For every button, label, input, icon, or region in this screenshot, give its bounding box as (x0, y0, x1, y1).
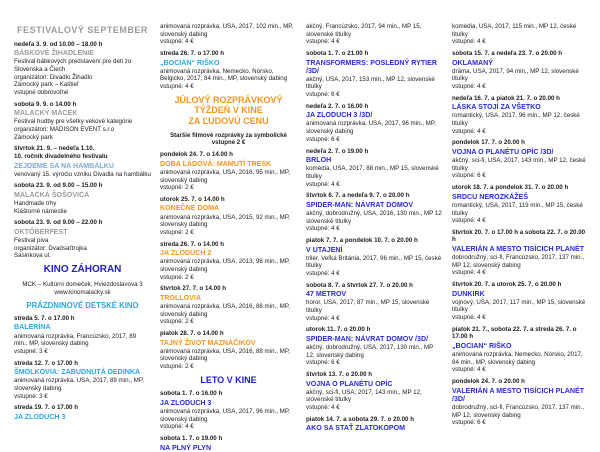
event-title: NA PLNÝ PLYN (160, 443, 212, 452)
section-header-line: TÝŽDEŇ V KINE (194, 105, 263, 116)
section-header-line: LETO V KINE (200, 374, 257, 385)
event-price: vstupné: 3 € (14, 392, 48, 400)
event-date: utorok 18. 7. a pondelok 31. 7. o 20.00 h (452, 184, 569, 192)
event-title: ŠMOLKOVIA: ZABUDNUTÁ DEDINKA (14, 368, 141, 377)
event-description: Festival bábkových predstavení pre deti zo Slovenska a Čiech (14, 58, 132, 73)
section-header (160, 95, 297, 127)
event-description: organizátori: Divadlo Žihadlo (14, 73, 93, 81)
program-columns (14, 23, 594, 452)
event-description: animovaná rozprávka, USA, 2017, 89 min., MP, slovenský dabing (14, 377, 144, 392)
event-price: vstupné: 4 € (306, 314, 340, 322)
event-date: pondelok 17. 7. o 20.00 h (452, 139, 525, 147)
event-title: BRLOH (306, 156, 332, 165)
event-description: Zámocký park (14, 133, 53, 141)
event-price: vstupné: 2 € (160, 363, 194, 371)
event-title: MALACKÁ ŠOŠOVICA (14, 190, 90, 199)
event-entry (14, 41, 151, 97)
event-date: štvrtok 20. 7. a utorok 25. 7. o 20.00 h (452, 281, 562, 289)
event-price: vstupné: 4 € (452, 127, 486, 135)
section-header (14, 264, 151, 276)
event-description: dráma, USA, 2017, 94 min., MP 12, slovenské titulky (452, 67, 579, 83)
event-title: KONEČNE DOMA (160, 204, 220, 213)
event-description: organizátori: MADISON EVENT s.r.o (14, 126, 115, 134)
event-date: piatok 14. 7. a sobota 29. 7. o 20.00 h (306, 415, 414, 423)
event-date: štvrtok 27. 7. o 14.00 h (160, 285, 227, 293)
event-price: vstupné: 6 € (306, 359, 340, 367)
event-price: vstupné: 3 € (14, 347, 48, 355)
event-title: DUNKIRK (452, 289, 485, 298)
event-description: organizátor: Dvadsaťtrojka (14, 244, 87, 252)
event-date: streda 5. 7. o 17.00 h (14, 314, 75, 322)
event-entry (452, 139, 589, 180)
section-header-line: PRÁZDNINOVÉ DETSKÉ KINO (26, 300, 139, 310)
event-date: piatok 21. 7., sobota 22. 7. a streda 26. 7. o 17.00 h (452, 325, 577, 341)
event-entry (14, 145, 151, 178)
event-price: vstupné: 6 € (452, 419, 486, 427)
event-description: animovaná rozprávka, USA, 2015, 92 min., MP, slovenský dabing (160, 213, 290, 229)
event-date: piatok 7. 7. a pondelok 10. 7. o 20.00 h (306, 236, 418, 244)
event-entry (306, 192, 443, 233)
continuation-block (452, 23, 589, 46)
event-entry (14, 182, 151, 215)
event-description: Handmade trhy (14, 199, 57, 207)
pricing-note-line: Staršie filmové rozprávky za symbolické (170, 131, 287, 139)
event-entry (160, 390, 297, 431)
event-title: JA ZLODUCH 3 /3D/ (306, 111, 373, 120)
event-description: romantický, USA, 2017, 96 min., MP 12, české titulky (452, 112, 580, 128)
event-entry (452, 184, 589, 225)
section-header-line: ZA ĽUDOVÚ CENU (188, 115, 269, 126)
event-price: vstupné: 4 € (306, 38, 340, 46)
pricing-note-line: vstupné 2 € (211, 139, 246, 147)
event-title: OKTÓBERFEST (14, 227, 68, 236)
event-description: animovaná rozprávka, Francúzsko, 2017, 89 min., MP, slovenský dabing (14, 332, 137, 348)
event-entry (452, 229, 589, 277)
event-entry (306, 50, 443, 99)
event-description: animovaná rozprávka, Nemecko, Nórsko, Belgicko, 2017, 84 min., MP, slovenský dabing (160, 67, 288, 83)
event-entry (14, 360, 151, 401)
event-date: streda 26. 7. o 14.00 h (160, 240, 224, 248)
event-title: JA ZLODUCH 2 (160, 249, 212, 258)
event-title: AKO SA STAŤ ZLATOKOPOM (306, 424, 406, 433)
event-price: vstupné: 2 € (160, 228, 194, 236)
event-date: štvrtok 21. 9. – nedeľa 1.10. (14, 145, 95, 153)
event-entry (452, 378, 589, 427)
event-description: animovaná rozprávka, Nemecko, Nórsko, 2017, 84 min., MP, slovenský dabing (452, 351, 583, 366)
event-description: Zámocký park – Kaštieľ (14, 81, 79, 89)
event-price: vstupné: 4 € (306, 269, 340, 277)
section-header-line: KINO ZÁHORAN (43, 264, 122, 275)
event-title: BALERÍNA (14, 323, 51, 332)
event-description: akčný, USA, 2017, 153 min., MP 12, slovenské titulky (306, 75, 435, 91)
event-description: akčný, dobrodružný, USA, 2017, 130 min., MP 12, slovenský dabing (306, 344, 434, 359)
event-description: triler, Veľká Británia, 2017, 96 min., MP 15, české titulky (306, 254, 442, 270)
event-title: „BOCIAN“ RIŠKO (452, 341, 512, 350)
event-entry (306, 282, 443, 323)
event-price: vstupné: 4 € (306, 180, 340, 188)
event-entry (14, 315, 151, 356)
event-price: vstupné: 2 € (160, 184, 194, 192)
event-description: animovaná rozprávka, USA, 2016, 88 min., MP, slovenský dabing (160, 347, 290, 363)
event-price: vstupné dobrovoľné (14, 89, 69, 96)
event-description: animovaná rozprávka, USA, 2017, 96 min., MP, slovenský dabing (306, 120, 436, 136)
cinema-address-line: MCK – Kultúrni domeček, Hviezdoslavova 3 (22, 280, 143, 288)
event-price: vstupné: 4 € (306, 404, 340, 412)
event-description: animovaná rozprávka, USA, 2016, 88 min., MP, slovenský dabing (160, 302, 290, 318)
event-title: TROLLOVIA (160, 293, 201, 302)
event-entry (306, 371, 443, 412)
event-date: streda 12. 7. o 17.00 h (14, 359, 78, 367)
event-description: animovaná rozprávka, USA, 2013, 98 min., MP, slovenský dabing (160, 258, 290, 273)
event-description: akčný, sci-fi, USA, 2017, 143 min., MP 12, české titulky (452, 157, 586, 172)
event-entry (160, 435, 297, 452)
event-description: vojnový, USA, 2017, 117 min., MP 15, slovenské titulky (452, 298, 586, 314)
event-price: vstupné: 4 € (306, 225, 340, 233)
event-date: nedeľa 2. 7. o 16.00 h (306, 102, 369, 110)
event-description: venovaný 15. výročiu vzniku Divadla na hambálku (14, 170, 151, 178)
event-date: utorok 11. 7. o 20.00 h (306, 326, 371, 334)
event-date: sobota 1. 7. o 16.00 h (160, 390, 223, 398)
event-entry (306, 416, 443, 433)
program-column-2 (160, 23, 297, 452)
event-entry (306, 103, 443, 144)
event-date: piatok 28. 7. o 14.00 h (160, 330, 224, 337)
event-date: štvrtok 6. 7. a nedeľa 9. 7. o 20.00 h (306, 192, 410, 200)
event-description: komédia, USA, 2017, 115 min., MP 12, české titulky (452, 23, 577, 38)
event-entry (160, 241, 297, 282)
event-title: JA ZLODUCH 3 (160, 398, 212, 407)
event-date: pondelok 24. 7. o 14.00 h (160, 151, 233, 159)
event-title: VALERIÁN A MESTO TISÍCICH PLANÉT (452, 245, 585, 253)
event-title: TRANSFORMERS: POSLEDNÝ RYTIER /3D/ (306, 58, 437, 75)
event-entry (160, 330, 297, 371)
event-title: 47 METROV (306, 290, 347, 299)
section-header (160, 375, 297, 386)
event-entry (452, 50, 589, 91)
continuation-block (160, 23, 297, 46)
event-price: vstupné: 2 € (160, 273, 194, 281)
event-price: vstupné: 4 € (452, 38, 486, 46)
event-title: SPIDER-MAN: NÁVRAT DOMOV (306, 200, 414, 209)
event-title: BÁBKOVÉ ŽIHADLENIE (14, 49, 95, 58)
event-description: akčný, Francúzsko, 2017, 94 min., MP 15, slovenské titulky (306, 23, 422, 38)
event-description: komédia, USA, 2017, 88 min., MP 15, slovenské titulky (306, 165, 439, 180)
event-price: vstupné: 6 € (306, 91, 340, 99)
event-entry (452, 95, 589, 136)
pricing-note-block (160, 132, 297, 148)
event-price: vstupné: 2 € (160, 318, 194, 326)
section-header (14, 25, 151, 36)
event-date: pondelok 24. 7. o 20.00 h (452, 378, 525, 386)
event-price: vstupné: 4 € (452, 366, 486, 374)
event-title: MALACKÝ MACEK (14, 109, 78, 118)
event-title: ZEJDEME SA NA HAMBÁLKU (14, 161, 114, 170)
event-date: nedeľa 3. 9. od 10.00 – 18.00 h (14, 40, 103, 48)
event-title: SPIDER-MAN: NÁVRAT DOMOV /3D/ (306, 334, 429, 343)
event-date: streda 19. 7. o 17.00 h (14, 404, 78, 412)
event-description: Sasinkova ul. (14, 252, 51, 260)
event-description: akčný, sci-fi, USA, 2017, 143 min., MP 12, slovenské titulky (306, 388, 422, 404)
event-price: vstupné: 4 € (452, 314, 486, 322)
section-header-line: FESTIVALOVÝ SEPTEMBER (17, 25, 148, 35)
event-description: dobrodružný, sci-fi, Francúzsko, 2017, 137 min., MP 12, slovenský dabing (452, 254, 585, 269)
event-title: VALERIÁN A MESTO TISÍCICH PLANÉT /3D/ (452, 386, 585, 403)
event-price: vstupné: 6 € (306, 135, 340, 143)
event-entry (306, 148, 443, 189)
event-entry (160, 196, 297, 237)
event-entry (160, 285, 297, 326)
event-price: vstupné: 4 € (452, 217, 486, 225)
event-description: animovaná rozprávka, USA, 2017, 102 min., MP, slovenský dabing (160, 23, 294, 38)
event-title: TAJNÝ ŽIVOT MAZNÁČIKOV (160, 338, 256, 347)
event-date: sobota 15. 7. a nedeľa 23. 7. o 20.00 h (452, 50, 563, 58)
program-column-4 (452, 23, 589, 427)
event-date: sobota 1. 7. o 21.00 h (306, 50, 369, 58)
section-header-line: JÚLOVÝ ROZPRÁVKOVÝ (174, 94, 283, 105)
event-entry (14, 219, 151, 260)
event-price: vstupné: 4 € (160, 38, 194, 46)
event-date: sobota 23. 9. od 9.00 – 15.00 h (14, 182, 103, 190)
continuation-block (306, 23, 443, 46)
event-date: sobota 9. 9. o 14.00 h (14, 100, 77, 108)
program-column-1 (14, 23, 151, 420)
event-description: akčný, dobrodružný, USA, 2016, 130 min., MP 12 slovenské titulky (306, 209, 442, 225)
event-title: „BOCIAN“ RIŠKO (160, 58, 220, 67)
event-date: streda 26. 7. o 17.00 h (160, 50, 224, 58)
event-title: VOJNA O PLANÉTU OPÍC (306, 379, 393, 388)
event-title: SRDCU NEROZKÁŽEŠ (452, 192, 529, 201)
event-description: romantický, USA, 2017, 119 min., MP 15, české titulky (452, 201, 583, 217)
event-title: LÁSKA STOJÍ ZA VŠETKO (452, 103, 541, 112)
event-description: animovaná rozprávka, USA, 2016, 95 min., MP, slovenský dabing (160, 168, 290, 184)
event-date: sobota 1. 7. o 19.00 h (160, 435, 223, 443)
event-price: vstupné: 4 € (160, 83, 194, 91)
event-pre-title: 10. ročník divadelného festivalu (14, 152, 108, 160)
event-entry (452, 326, 589, 374)
event-title: OKLAMANÝ (452, 58, 493, 67)
event-description: Festival piva (14, 236, 49, 244)
event-date: sobota 8. 7. a štvrtok 27. 7. o 20.00 h (306, 281, 413, 289)
event-date: nedeľa 2. 7. o 19.00 h (306, 147, 369, 155)
event-title: JA ZLODUCH 3 (14, 412, 66, 421)
event-date: nedeľa 16. 7. a piatok 21. 7. o 20.00 h (452, 94, 560, 102)
event-date: sobota 23. 9. od 9.00 – 22.00 h (14, 219, 103, 227)
event-date: utorok 25. 7. o 14.00 h (160, 195, 225, 203)
event-description: Kláštorné námestie (14, 207, 67, 215)
event-description: Festival hudby pre všetky vekové kategórie (14, 118, 133, 126)
event-date: štvrtok 20. 7. o 17.00 h a sobota 22. 7. o 20.00 h (452, 228, 586, 244)
cinema-website: www.kinomalacky.sk (54, 288, 111, 296)
event-entry (14, 404, 151, 421)
event-entry (160, 50, 297, 91)
event-price: vstupné: 6 € (452, 172, 486, 180)
event-entry (14, 101, 151, 142)
event-entry (306, 326, 443, 367)
event-price: vstupné: 4 € (160, 423, 194, 431)
event-date: štvrtok 13. 7. o 20.00 h (306, 371, 373, 379)
event-description: dobrodružný, sci-fi, Francúzsko, 2017, 137 min., MP 12, slovenský dabing (452, 403, 585, 419)
cinema-address-block (14, 281, 151, 297)
event-title: VOJNA O PLANÉTU OPÍC /3D/ (452, 148, 554, 157)
event-price: vstupné: 4 € (452, 83, 486, 91)
section-header (14, 301, 151, 310)
event-entry (160, 151, 297, 192)
event-price: vstupné: 4 € (452, 269, 486, 277)
event-entry (452, 281, 589, 322)
event-description: animovaná rozprávka, USA, 2017, 96 min., MP, slovenský dabing (160, 407, 290, 423)
event-description: horor, USA, 2017, 87 min., MP 15, slovenské titulky (306, 299, 430, 314)
event-entry (306, 237, 443, 278)
event-title: V UTAJENÍ (306, 245, 343, 254)
event-title: DOBA ĽADOVÁ: MAMUTÍ TRESK (160, 159, 272, 168)
program-column-3 (306, 23, 443, 433)
